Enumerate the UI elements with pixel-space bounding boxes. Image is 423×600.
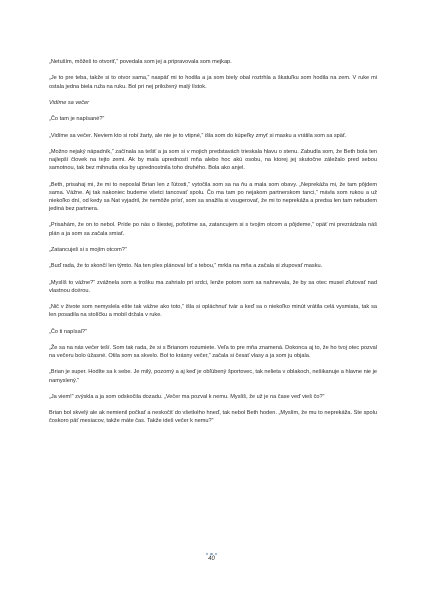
ornament-dot: [215, 553, 217, 555]
paragraph: „Čo ti napísal?“: [49, 328, 87, 335]
paragraph: „Prisahám, že on to nebol. Príde po nás o šiestej, pofotíme sa, zatancujem si s tvojím otcom a pôjdeme,“ opäť mi prezrádzala náš plán a ja som sa začala smiať.: [49, 222, 377, 237]
paragraph: „Vidíme sa večer. Neviem kto si robí žarty, ale nie je to vtipné,“ išla som do kúpeľky zmyť si masku a vrátila som sa späť.: [49, 132, 347, 139]
page-body: [49, 58, 377, 426]
paragraph: „Ja viem!“ zvýskla a ja som odskočila dozadu. „Večer ma pozval k nemu. Myslíš, že už je na čase veď vieš čo?“: [49, 393, 325, 400]
paragraph: „Nič v živote som nemyslela ešte tak vážne ako toto,“ išla si opláchnuť tvár a keď sa o niekoľko minút vrátila celá vysmiata, tak sa len posadila na stolíčku a mobil držala v ruke.: [49, 304, 377, 319]
paragraph: „Čo tam je napísané?“: [49, 116, 105, 123]
paragraph: „Myslíš to vážne?“ zvážnela som a trošku ma zahrialo pri srdci, lenže potom som sa nahnevala, že by sa otec musel zľutovať nad vlastnou dcérou.: [49, 279, 377, 294]
ornament-dot: [206, 553, 208, 555]
ornament-dots: [0, 553, 423, 555]
note-text: Vidíme sa večer: [49, 99, 90, 106]
page-number: 40: [208, 556, 215, 563]
paragraph: „Zatancuješ si s mojím otcom?“: [49, 246, 127, 253]
page-footer: [0, 553, 423, 562]
paragraph: „Netuším, môžeš to otvoriť,“ povedala som jej a pripravovala som mejkap.: [49, 59, 232, 65]
paragraph: „Brian je super. Hodíte sa k sebe. Je milý, pozorný a aj keď je obľúbený športovec, tak nelieta v oblakoch, nešikanuje a hlavne nie je namyslený.“: [49, 369, 377, 384]
paragraph: „Je to pre teba, takže si to otvor sama,“ naspäť mi to hodila a ja som biely obal roztrhla a škatuľku som hodila na zem. V ruke mi ostala jedna biela ruža na ruku. Bol pri nej priložený malý lístok.: [49, 75, 377, 90]
paragraph: Brian bol skvelý ale ak nemienil počkať a neskočiť do všetkého hneď, tak nebol Beth hoden. „Myslím, že mu to neprekáža. Ste spolu čoskoro päť mesiacov, takže máte čas. Takže ideš večer k nemu?“: [49, 410, 377, 425]
ornament-dot: [210, 553, 212, 555]
paragraph: „Že sa na nás večer teší. Som tak rada, že si s Brianom rozumiete. Veľa to pre mňa znamená. Dokonca aj to, že ho tvoj otec pozval na večeru bolo úžasné. Otila som sa skvelo. Bol to krásny večer,“ začala si česať vlasy a ja som ju objala.: [49, 344, 377, 360]
paragraph: „Beth, prisahaj mi, že mi to neposlal Brian len z ľútosti,“ vytočila som sa na ňu a mala som obavy. „Neprekáža mi, že tam pôjdem sama. Vážne. Aj tak nakoniec budeme všetci tancovať spolu. Čo ma tam po nejakom partnerskom tanci,“ mávla som rukou a už niekoľko dní, od kedy sa Nat vyjadril, že nemôže prísť, som sa snažila si vsugerovať, že mi to neprekáža a predsa len tam nebudem jediná bez partnera.: [49, 181, 377, 212]
paragraph: „Možno nejaký nápadník,“ začínala sa tešiť a ja som si v mojich predstavách trieskala hlavu o stenu. Zabudla som, že Beth bola ten najlepší človek na tejto zemi. Ak by mala upredností mňa alebo hoc akú osobu, na ktorej jej skutočne záležalo pred sebou samotnou, tak bez mihnutia oka by uprednostnila toho druhého. Bola ako anjel.: [49, 148, 377, 172]
paragraph: „Buď rada, že to skončí len týmto. Na ten ples plánoval ísť s tebou,“ mrkla na mňa a začala si zlupovať masku.: [49, 263, 323, 270]
